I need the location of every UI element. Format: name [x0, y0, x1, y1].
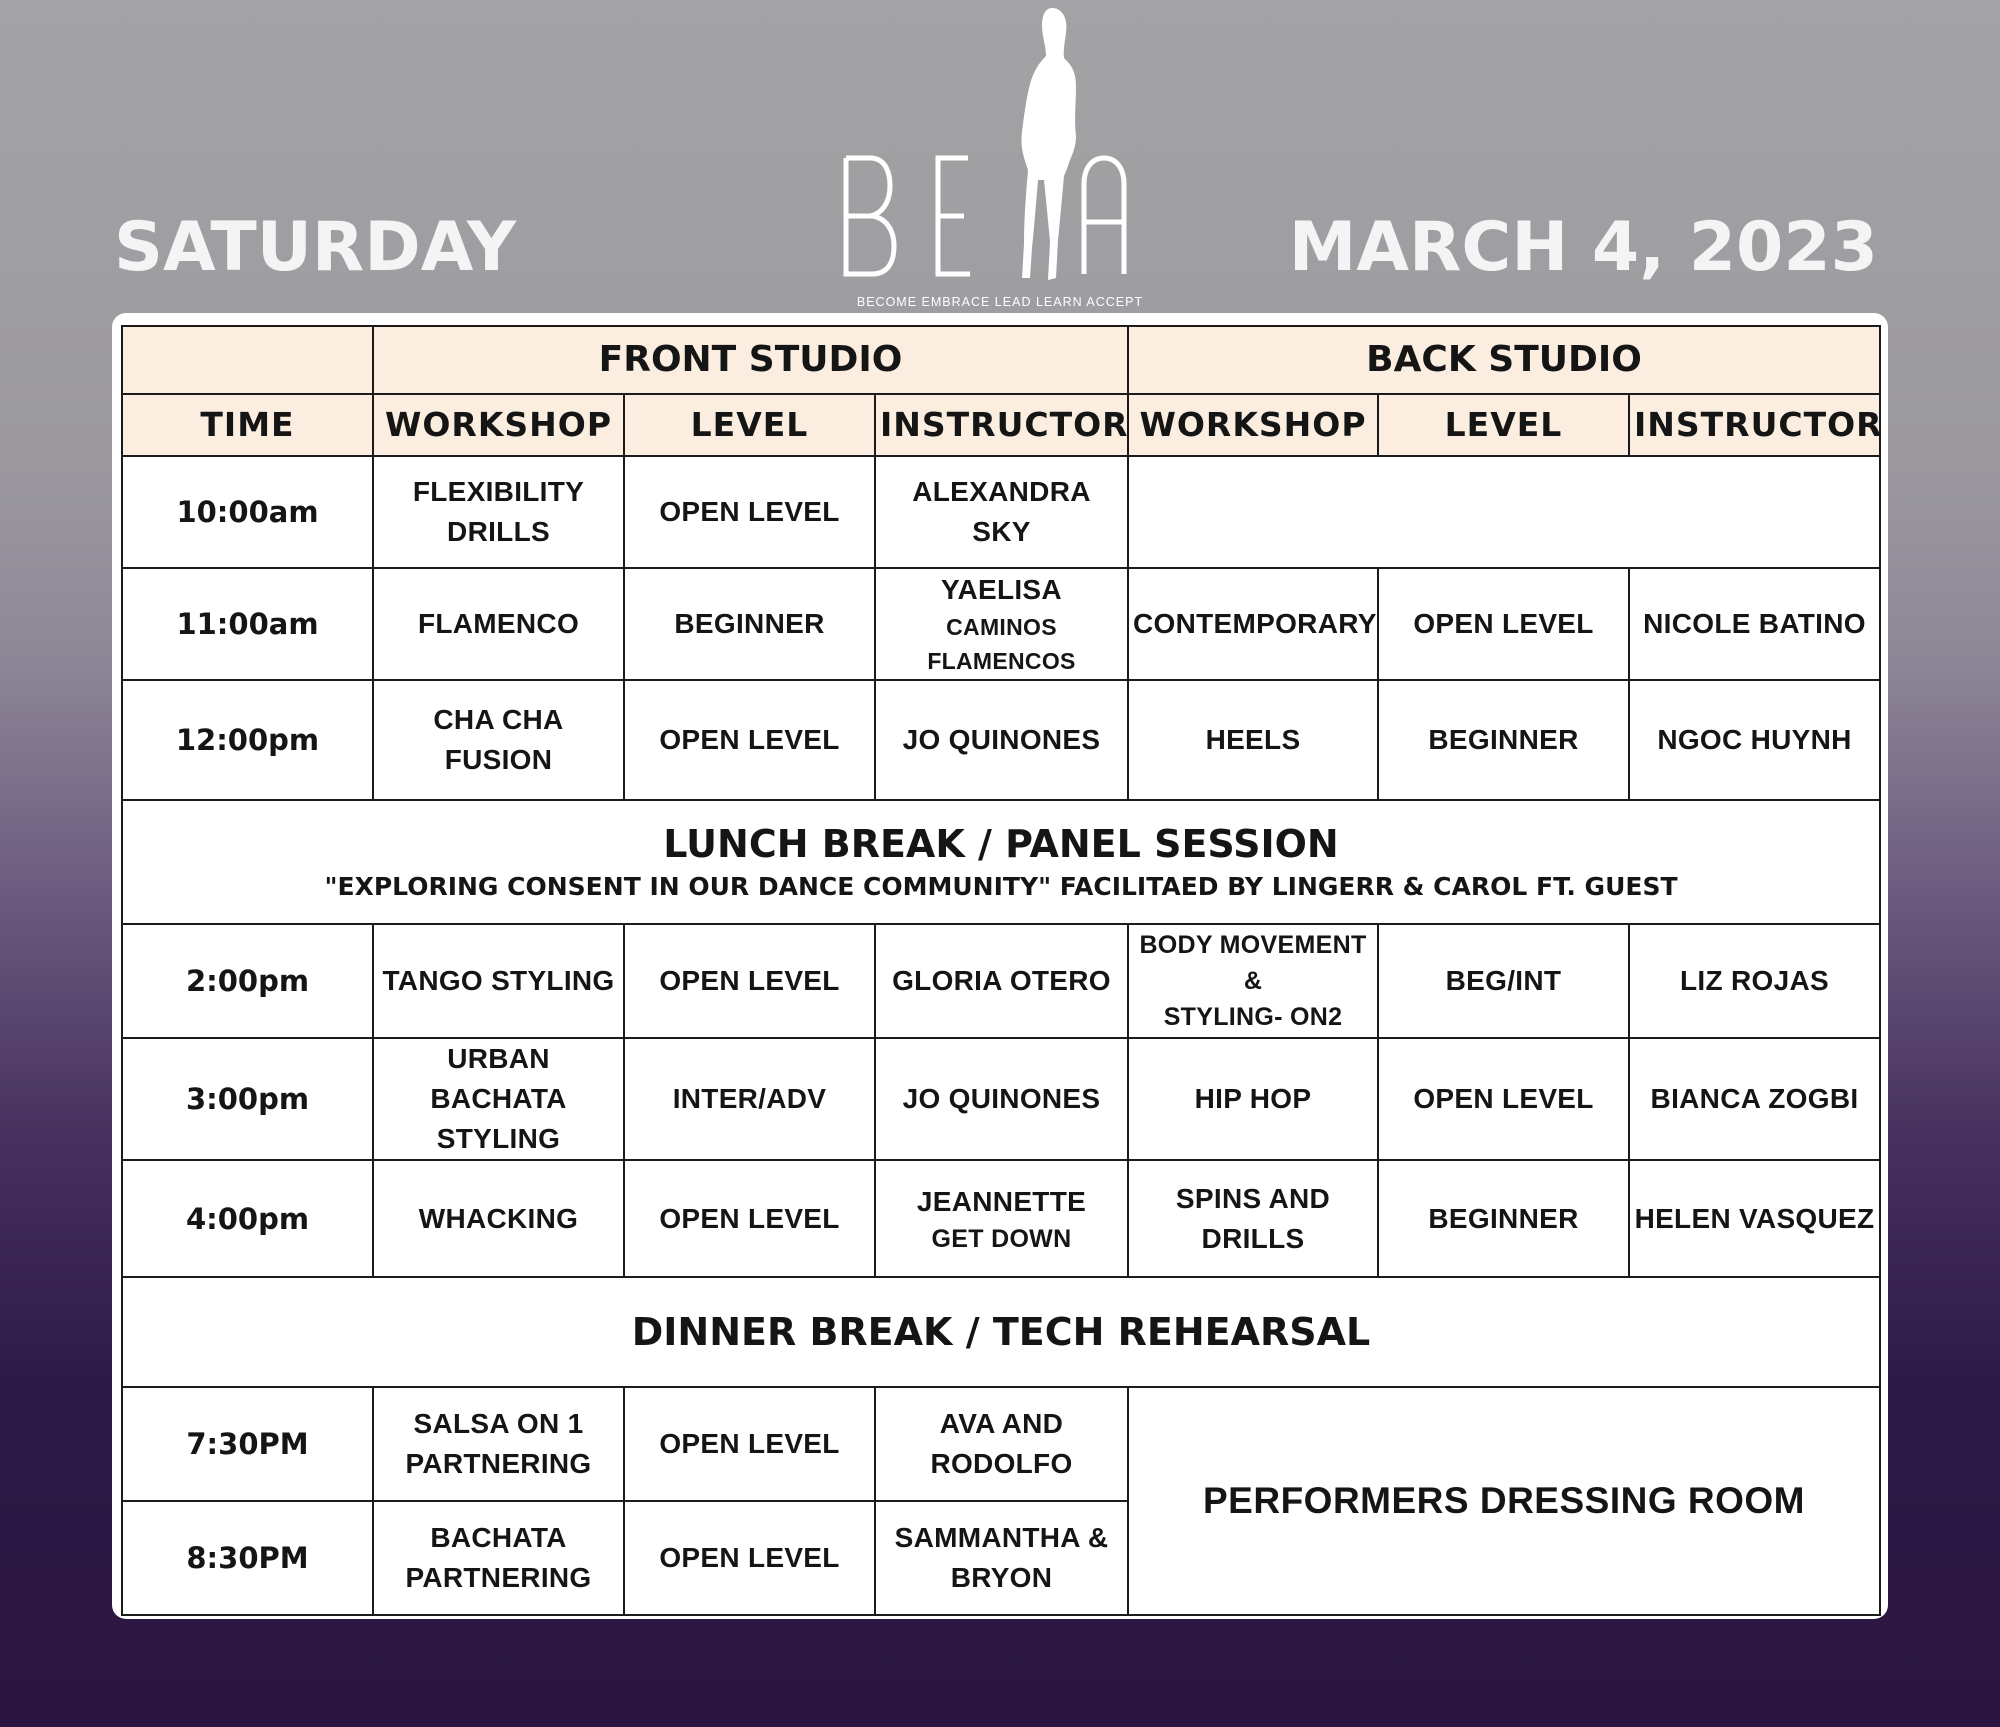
workshop-line-1: URBAN BACHATA — [430, 1043, 567, 1114]
front-instructor-cell: JO QUINONES — [875, 1038, 1128, 1160]
front-workshop-cell: CHA CHA FUSION — [373, 680, 624, 800]
table-row — [122, 1387, 1880, 1501]
back-workshop-cell — [1128, 924, 1378, 1038]
table-row — [122, 1038, 1880, 1160]
time-cell: 8:30PM — [122, 1501, 373, 1615]
column-header-row — [122, 394, 1880, 456]
front-level-cell: OPEN LEVEL — [624, 1501, 875, 1615]
time-cell: 2:00pm — [122, 924, 373, 1038]
lunch-break-title: LUNCH BREAK / PANEL SESSION — [663, 822, 1339, 866]
time-cell: 10:00am — [122, 456, 373, 568]
workshop-line-1: SALSA ON 1 — [413, 1408, 584, 1439]
instructor-name: JEANNETTE — [916, 1185, 1087, 1217]
front-instructor-cell — [875, 1501, 1128, 1615]
front-workshop-cell: WHACKING — [373, 1160, 624, 1277]
front-workshop-cell: TANGO STYLING — [373, 924, 624, 1038]
back-instructor-cell: NGOC HUYNH — [1629, 680, 1880, 800]
lunch-break-subtitle: "EXPLORING CONSENT IN OUR DANCE COMMUNITY" FACILITAED BY LINGERR & CAROL FT. GUEST — [324, 872, 1678, 901]
back-level-cell: BEG/INT — [1378, 924, 1629, 1038]
front-level-cell: INTER/ADV — [624, 1038, 875, 1160]
workshop-line-1: BACHATA — [430, 1522, 567, 1553]
front-workshop-cell — [373, 1387, 624, 1501]
table-row — [122, 568, 1880, 680]
back-level-cell: OPEN LEVEL — [1378, 1038, 1629, 1160]
front-level-cell: BEGINNER — [624, 568, 875, 680]
column-header-front-workshop: WORKSHOP — [373, 394, 624, 456]
back-workshop-cell: HEELS — [1128, 680, 1378, 800]
dinner-break-title: DINNER BREAK / TECH REHEARSAL — [631, 1310, 1371, 1354]
back-studio-empty-cell — [1128, 456, 1880, 568]
workshop-line-2: STYLING- ON2 — [1163, 1003, 1343, 1031]
lunch-break-cell — [122, 800, 1880, 924]
back-level-cell: BEGINNER — [1378, 680, 1629, 800]
front-level-cell: OPEN LEVEL — [624, 456, 875, 568]
column-header-back-level: LEVEL — [1378, 394, 1629, 456]
table-row — [122, 1160, 1880, 1277]
back-level-cell: BEGINNER — [1378, 1160, 1629, 1277]
back-workshop-cell: CONTEMPORARY — [1128, 568, 1378, 680]
back-studio-header: BACK STUDIO — [1128, 326, 1880, 394]
performers-dressing-room-cell: PERFORMERS DRESSING ROOM — [1128, 1387, 1880, 1615]
instructor-line-1: SAMMANTHA & — [894, 1522, 1109, 1553]
time-cell: 11:00am — [122, 568, 373, 680]
dancer-silhouette-icon — [1021, 8, 1076, 280]
front-instructor-cell: AVA AND RODOLFO — [875, 1387, 1128, 1501]
column-header-back-instructor: INSTRUCTOR — [1629, 394, 1880, 456]
column-header-back-workshop: WORKSHOP — [1128, 394, 1378, 456]
column-header-front-instructor: INSTRUCTOR — [875, 394, 1128, 456]
front-level-cell: OPEN LEVEL — [624, 1160, 875, 1277]
front-workshop-cell: FLAMENCO — [373, 568, 624, 680]
front-instructor-cell: JO QUINONES — [875, 680, 1128, 800]
front-studio-header: FRONT STUDIO — [373, 326, 1128, 394]
back-level-cell: OPEN LEVEL — [1378, 568, 1629, 680]
back-instructor-cell: NICOLE BATINO — [1629, 568, 1880, 680]
table-row — [122, 456, 1880, 568]
front-instructor-cell: ALEXANDRA SKY — [875, 456, 1128, 568]
lunch-break-row — [122, 800, 1880, 924]
instructor-line-2: BRYON — [950, 1562, 1053, 1593]
instructor-affiliation: GET DOWN — [931, 1224, 1072, 1253]
bela-logo — [820, 8, 1180, 308]
back-instructor-cell: HELEN VASQUEZ — [1629, 1160, 1880, 1277]
logo-tagline: BECOME EMBRACE LEAD LEARN ACCEPT — [856, 295, 1144, 308]
instructor-affiliation: CAMINOS FLAMENCOS — [927, 614, 1076, 674]
front-level-cell: OPEN LEVEL — [624, 1387, 875, 1501]
front-level-cell: OPEN LEVEL — [624, 924, 875, 1038]
dinner-break-cell — [122, 1277, 1880, 1387]
time-cell: 4:00pm — [122, 1160, 373, 1277]
back-workshop-cell: SPINS AND DRILLS — [1128, 1160, 1378, 1277]
schedule-table — [121, 325, 1881, 1616]
front-workshop-cell — [373, 1038, 624, 1160]
back-workshop-cell: HIP HOP — [1128, 1038, 1378, 1160]
workshop-line-2: PARTNERING — [405, 1448, 592, 1479]
dinner-break-row — [122, 1277, 1880, 1387]
table-row — [122, 680, 1880, 800]
time-cell: 7:30PM — [122, 1387, 373, 1501]
front-workshop-cell: FLEXIBILITY DRILLS — [373, 456, 624, 568]
empty-corner-cell — [122, 326, 373, 394]
column-header-time: TIME — [122, 394, 373, 456]
column-header-front-level: LEVEL — [624, 394, 875, 456]
studio-header-row — [122, 326, 1880, 394]
workshop-line-1: BODY MOVEMENT & — [1139, 931, 1367, 995]
back-instructor-cell: BIANCA ZOGBI — [1629, 1038, 1880, 1160]
front-instructor-cell — [875, 568, 1128, 680]
table-row — [122, 924, 1880, 1038]
time-cell: 3:00pm — [122, 1038, 373, 1160]
front-level-cell: OPEN LEVEL — [624, 680, 875, 800]
front-instructor-cell: GLORIA OTERO — [875, 924, 1128, 1038]
front-workshop-cell — [373, 1501, 624, 1615]
instructor-name: YAELISA — [941, 574, 1062, 605]
workshop-line-2: STYLING — [436, 1123, 561, 1154]
front-instructor-cell — [875, 1160, 1128, 1277]
logo-wordmark — [846, 158, 1124, 274]
workshop-line-2: PARTNERING — [405, 1562, 592, 1593]
day-title: SATURDAY — [114, 208, 517, 287]
time-cell: 12:00pm — [122, 680, 373, 800]
back-instructor-cell: LIZ ROJAS — [1629, 924, 1880, 1038]
date-title: MARCH 4, 2023 — [1288, 208, 1878, 287]
